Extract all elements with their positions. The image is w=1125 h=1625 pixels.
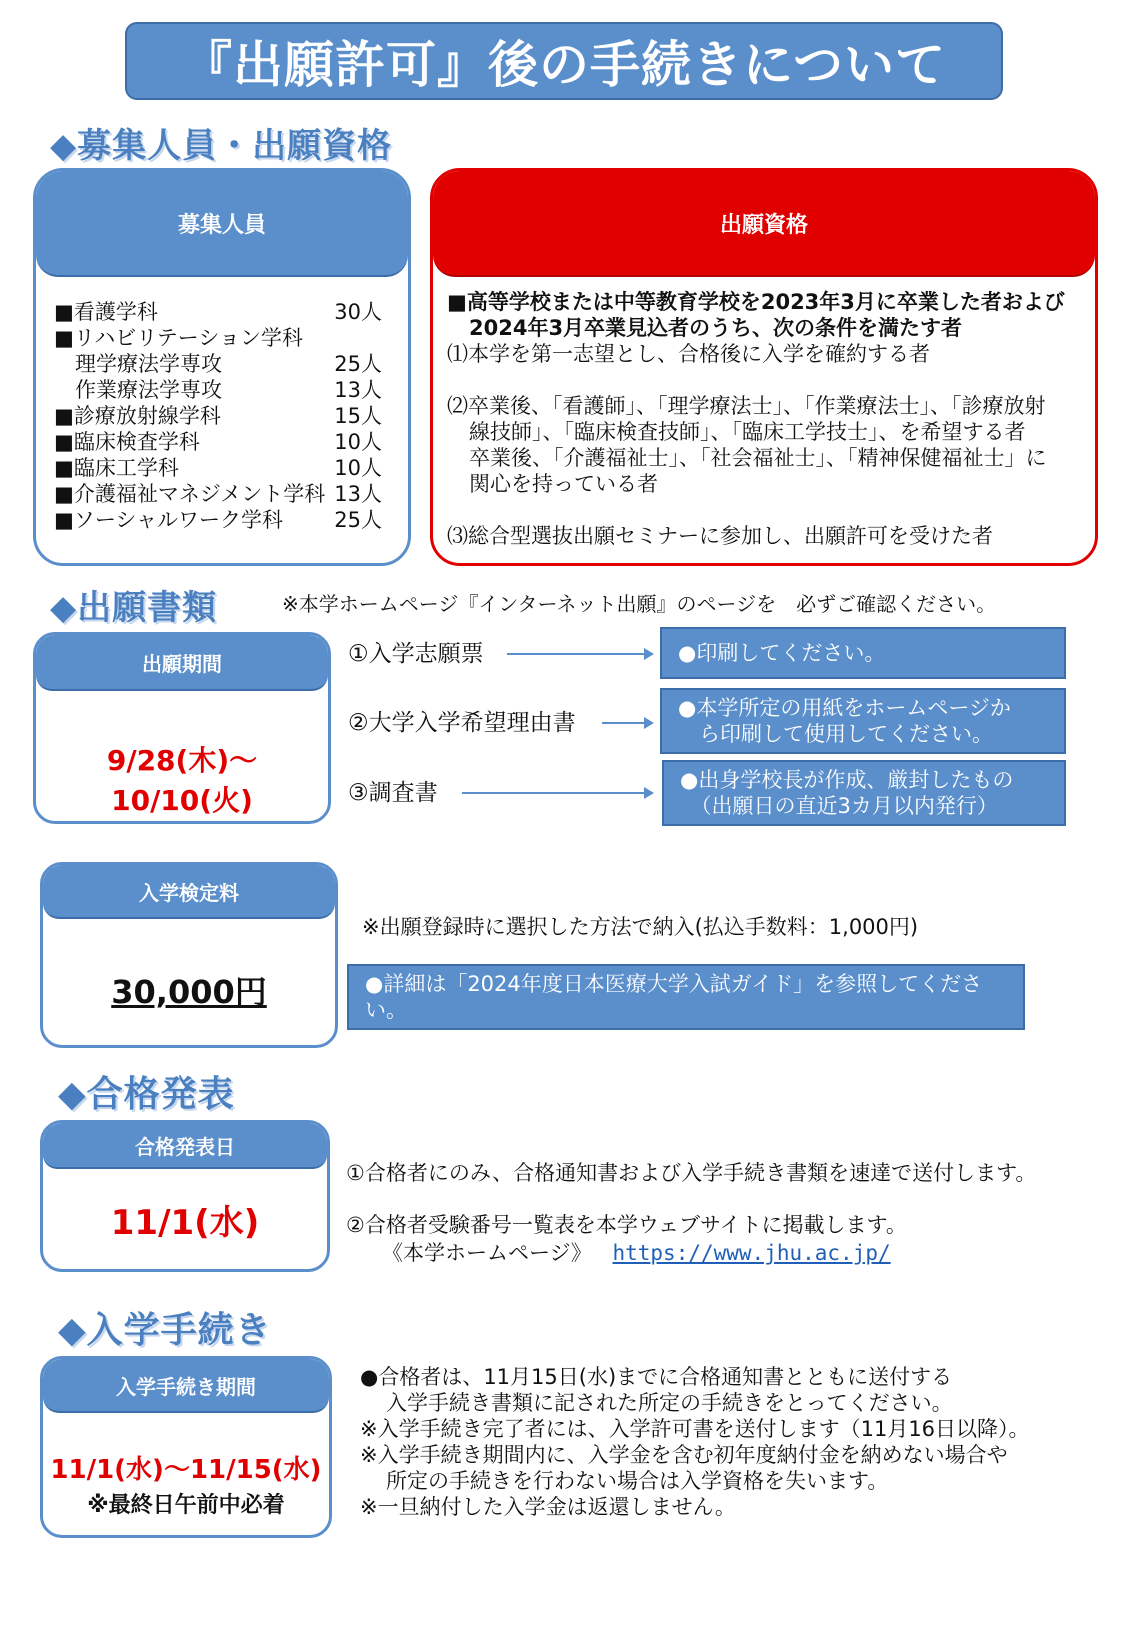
eligibility-card [430, 168, 1098, 566]
enroll-note: 所定の手続きを行わない場合は入学資格を失います。 [386, 1469, 889, 1493]
recruit-row: ■ソーシャルワーク学科 25人 [54, 508, 382, 532]
fee-value: 30,000円 [111, 973, 267, 1011]
section-heading-result: ◆合格発表 [58, 1074, 235, 1115]
recruit-row: ■看護学科 30人 [54, 300, 382, 324]
homepage-link[interactable]: https://www.jhu.ac.jp/ [612, 1241, 891, 1265]
recruit-row: 理学療法学専攻 25人 [54, 352, 382, 376]
enroll-period-value: 11/1(水)～11/15(水) [50, 1455, 322, 1485]
section-heading-documents: ◆出願書類 [50, 588, 218, 628]
arrow-icon [602, 722, 652, 724]
recruit-list [36, 277, 408, 533]
doc-item-label: ②大学入学希望理由書 [348, 710, 576, 736]
eligibility-card-header: 出願資格 [433, 171, 1095, 277]
enroll-note: ※一旦納付した入学金は返還しません。 [360, 1495, 736, 1519]
enroll-note: ※入学手続き期間内に、入学金を含む初年度納付金を納めない場合や [360, 1443, 1008, 1467]
documents-note: ※本学ホームページ『インターネット出願』のページを 必ずご確認ください。 [282, 592, 997, 616]
homepage-label: 《本学ホームページ》 [382, 1241, 592, 1265]
period-card [33, 632, 331, 824]
doc-item-label: ③調査書 [348, 780, 438, 806]
fee-card [40, 862, 338, 1048]
recruit-row: ■リハビリテーション学科 [54, 326, 303, 350]
arrow-icon [462, 792, 652, 794]
eligibility-condition-2d: 関心を持っている者 [469, 472, 658, 496]
doc-item-label: ①入学志願票 [348, 641, 484, 667]
eligibility-body [433, 277, 1095, 549]
period-card-header: 出願期間 [36, 635, 328, 691]
fee-note: ※出願登録時に選択した方法で納入(払込手数料：1,000円) [362, 915, 919, 939]
enroll-notes [360, 1364, 1030, 1520]
recruit-row: ■臨床工学科 10人 [54, 456, 382, 480]
result-card-header: 合格発表日 [43, 1123, 327, 1169]
page-title: 『出願許可』後の手続きについて [125, 22, 1003, 100]
result-card [40, 1120, 330, 1272]
doc-info-box: ●印刷してください。 [660, 627, 1066, 679]
result-date-value: 11/1(水) [110, 1203, 260, 1243]
eligibility-condition-2b: 線技師」、「臨床検査技師」、「臨床工学技士」、を希望する者 [469, 420, 1026, 444]
enroll-note: 入学手続き書類に記された所定の手続きをとってください。 [386, 1391, 953, 1415]
enroll-note: ●合格者は、11月15日(水)までに合格通知書とともに送付する [360, 1365, 953, 1389]
homepage-line [382, 1240, 891, 1266]
enroll-card [40, 1356, 332, 1538]
doc-info-box: ●出身学校長が作成、厳封したもの （出願日の直近3カ月以内発行） [662, 760, 1066, 826]
section-heading-recruit: ◆募集人員・出願資格 [50, 126, 393, 166]
recruit-row: ■介護福祉マネジメント学科 13人 [54, 482, 382, 506]
arrow-icon [507, 653, 652, 655]
eligibility-condition-2c: 卒業後、「介護福祉士」、「社会福祉士」、「精神保健福祉士」に [469, 446, 1047, 470]
recruit-row: ■臨床検査学科 10人 [54, 430, 382, 454]
recruit-row: 作業療法学専攻 13人 [54, 378, 382, 402]
recruit-row: ■診療放射線学科 15人 [54, 404, 382, 428]
eligibility-condition-1: ⑴本学を第一志望とし、合格後に入学を確約する者 [447, 342, 930, 366]
eligibility-lead-1: ■高等学校または中等教育学校を2023年3月に卒業した者および [447, 290, 1065, 314]
recruit-card-header: 募集人員 [36, 171, 408, 277]
eligibility-condition-2a: ⑵卒業後、「看護師」、「理学療法士」、「作業療法士」、「診療放射 [447, 394, 1046, 418]
recruit-card [33, 168, 411, 566]
enroll-card-header: 入学手続き期間 [43, 1359, 329, 1413]
doc-info-box: ●本学所定の用紙をホームページか ら印刷して使用してください。 [660, 688, 1066, 754]
result-note-1: ①合格者にのみ、合格通知書および入学手続き書類を速達で送付します。 [346, 1161, 1037, 1185]
section-heading-enroll: ◆入学手続き [58, 1310, 272, 1351]
eligibility-lead-2: 2024年3月卒業見込者のうち、次の条件を満たす者 [469, 316, 963, 340]
period-value: 9/28(木)～10/10(火) [106, 744, 258, 817]
eligibility-condition-3: ⑶総合型選抜出願セミナーに参加し、出願許可を受けた者 [447, 524, 993, 548]
fee-info-box: ●詳細は「2024年度日本医療大学入試ガイド」を参照してください。 [347, 964, 1025, 1030]
enroll-note: ※入学手続き完了者には、入学許可書を送付します（11月16日以降）。 [360, 1417, 1030, 1441]
result-note-2: ②合格者受験番号一覧表を本学ウェブサイトに掲載します。 [346, 1213, 907, 1237]
fee-card-header: 入学検定料 [43, 865, 335, 919]
enroll-deadline-note: ※最終日午前中必着 [87, 1493, 285, 1518]
